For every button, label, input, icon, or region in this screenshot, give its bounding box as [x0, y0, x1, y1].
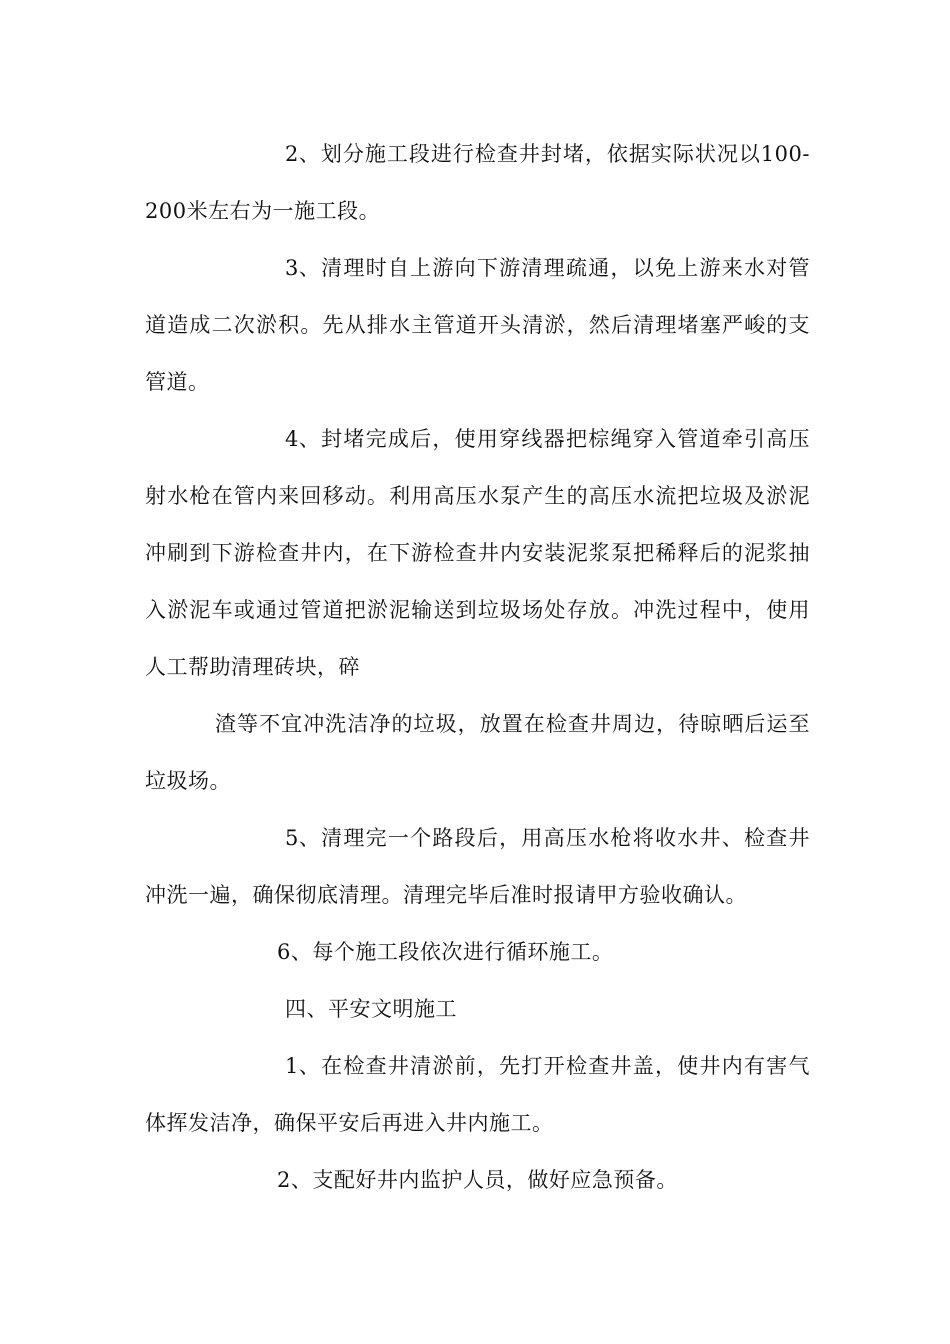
item-number: 2、: [285, 142, 321, 166]
item-number: 5、: [285, 826, 321, 850]
paragraph-text: 渣等不宜冲洗洁净的垃圾，放置在检查井周边，待晾晒后运至垃圾场。: [145, 712, 810, 793]
paragraph-text: 支配好井内监护人员，做好应急预备。: [312, 1168, 678, 1192]
paragraph-item-2b: [145, 1152, 810, 1209]
item-number: 1、: [285, 1054, 321, 1078]
section-title: 平安文明施工: [328, 997, 457, 1021]
paragraph-item-3: [145, 240, 810, 411]
paragraph-text: 划分施工段进行检查井封堵，依据实际状况以100-200米左右为一施工段。: [145, 142, 810, 223]
paragraph-text: 每个施工段依次进行循环施工。: [312, 940, 614, 964]
paragraph-item-1: [145, 1038, 810, 1152]
paragraph-text: 封堵完成后，使用穿线器把棕绳穿入管道牵引高压射水枪在管内来回移动。利用高压水泵产生的高压水流把垃圾及淤泥冲刷到下游检查井内，在下游检查井内安装泥浆泵把稀释后的泥浆抽入淤泥车或通过管道把淤泥输送到垃圾场处存放。冲洗过程中，使用人工帮助清理砖块，碎: [145, 427, 810, 679]
paragraph-item-4: [145, 411, 810, 696]
item-number: 4、: [285, 427, 321, 451]
paragraph-continuation: [145, 696, 810, 810]
paragraph-item-2: [145, 126, 810, 240]
paragraph-text: 在检查井清淤前，先打开检查井盖，使井内有害气体挥发洁净，确保平安后再进入井内施工。: [145, 1054, 810, 1135]
item-number: 2、: [277, 1168, 313, 1192]
section-heading: [145, 981, 810, 1038]
section-number: 四、: [285, 997, 328, 1021]
item-number: 3、: [285, 256, 321, 280]
item-number: 6、: [277, 940, 313, 964]
paragraph-item-6: [145, 924, 810, 981]
paragraph-item-5: [145, 810, 810, 924]
paragraph-text: 清理时自上游向下游清理疏通，以免上游来水对管道造成二次淤积。先从排水主管道开头清淤，然后清理堵塞严峻的支管道。: [145, 256, 810, 394]
paragraph-text: 清理完一个路段后，用高压水枪将收水井、检查井冲洗一遍，确保彻底清理。清理完毕后准时报请甲方验收确认。: [145, 826, 810, 907]
